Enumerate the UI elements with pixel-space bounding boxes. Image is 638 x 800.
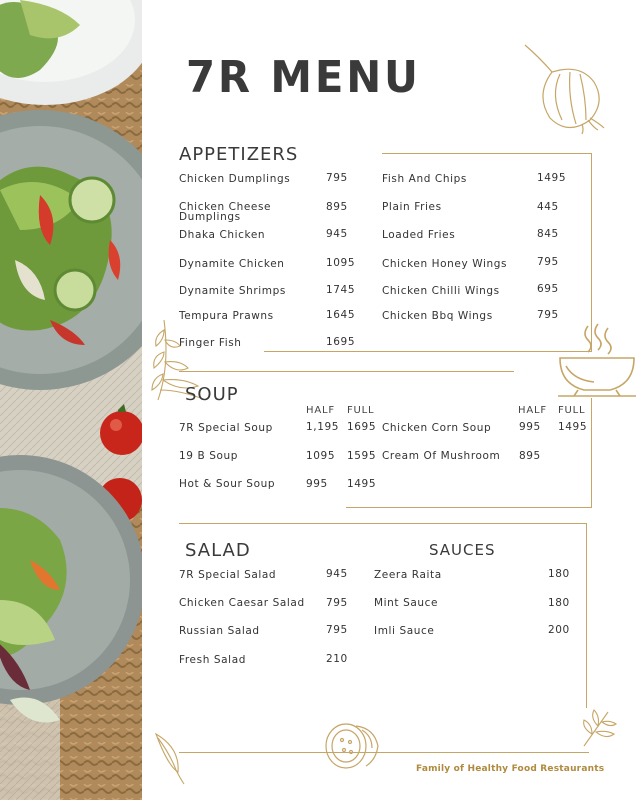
item-price: 795 (326, 624, 348, 636)
item-price-full: 1495 (347, 478, 377, 490)
item-price: 945 (326, 568, 348, 580)
list-item: Fresh Salad (179, 654, 247, 666)
list-item: Chicken Bbq Wings (382, 310, 493, 322)
list-item: Chicken Corn Soup (382, 422, 492, 434)
list-item: Hot & Sour Soup (179, 478, 276, 490)
soup-half-header: HALF (306, 405, 335, 416)
list-item: Chicken Caesar Salad (179, 597, 305, 609)
soup-full-header: FULL (347, 405, 375, 416)
list-item: Chicken Cheese Dumplings (179, 201, 272, 223)
item-price: 180 (548, 568, 570, 580)
item-price: 695 (537, 283, 559, 295)
soup-bowl-icon (554, 322, 638, 402)
item-price-half: 895 (519, 450, 541, 462)
item-price: 1645 (326, 309, 356, 321)
list-item: Russian Salad (179, 625, 260, 637)
salad-title: SALAD (185, 540, 251, 561)
item-price-full: 1695 (347, 421, 377, 433)
onion-icon (520, 40, 610, 135)
item-price: 180 (548, 597, 570, 609)
item-price-half: 995 (519, 421, 541, 433)
list-item: Imli Sauce (374, 625, 435, 637)
soup-title: SOUP (185, 384, 239, 405)
list-item: Loaded Fries (382, 229, 456, 241)
cucumber-slice-icon (322, 716, 382, 772)
item-price: 795 (326, 597, 348, 609)
item-price-full: 1595 (347, 450, 377, 462)
item-price: 210 (326, 653, 348, 665)
herb-icon (578, 706, 618, 748)
salad-photo (0, 0, 142, 800)
list-item: Dhaka Chicken (179, 229, 266, 241)
list-item: Fish And Chips (382, 173, 467, 185)
item-price: 795 (537, 256, 559, 268)
soup-full-header-right: FULL (558, 405, 586, 416)
salad-top-border (179, 523, 586, 524)
appetizers-title: APPETIZERS (179, 144, 299, 165)
item-price-half: 1095 (306, 450, 336, 462)
soup-half-header-right: HALF (518, 405, 547, 416)
sauces-title: SAUCES (429, 541, 496, 559)
list-item: Plain Fries (382, 201, 442, 213)
item-price: 845 (537, 228, 559, 240)
item-price: 895 (326, 201, 348, 213)
footer-tagline: Family of Healthy Food Restaurants (416, 764, 605, 774)
list-item: Chicken Dumplings (179, 173, 291, 185)
list-item: Chicken Chilli Wings (382, 285, 500, 297)
item-price-half: 995 (306, 478, 328, 490)
list-item: Dynamite Chicken (179, 258, 285, 270)
item-price: 445 (537, 201, 559, 213)
list-item: Finger Fish (179, 337, 242, 349)
salad-right-border (586, 523, 587, 708)
item-price: 1095 (326, 257, 356, 269)
list-item: Tempura Prawns (179, 310, 274, 322)
list-item: 7R Special Soup (179, 422, 273, 434)
list-item: 19 B Soup (179, 450, 239, 462)
menu-title: 7R MENU (186, 52, 421, 103)
appetizers-top-border (382, 153, 592, 154)
list-item: 7R Special Salad (179, 569, 277, 581)
item-price-full: 1495 (558, 421, 588, 433)
soup-bottom-border (346, 507, 592, 508)
soup-top-border (179, 371, 514, 372)
item-price-half: 1,195 (306, 421, 340, 433)
soup-right-border (591, 398, 592, 508)
item-price: 1495 (537, 172, 567, 184)
list-item: Mint Sauce (374, 597, 439, 609)
list-item: Zeera Raita (374, 569, 442, 581)
small-leaf-icon (150, 732, 190, 786)
item-price: 795 (537, 309, 559, 321)
list-item: Dynamite Shrimps (179, 285, 286, 297)
item-price: 1695 (326, 336, 356, 348)
list-item: Chicken Honey Wings (382, 258, 508, 270)
item-price: 795 (326, 172, 348, 184)
appetizers-bottom-border (264, 351, 592, 352)
item-price: 200 (548, 624, 570, 636)
bottom-border (179, 752, 589, 753)
item-price: 1745 (326, 284, 356, 296)
item-price: 945 (326, 228, 348, 240)
list-item: Cream Of Mushroom (382, 450, 501, 462)
